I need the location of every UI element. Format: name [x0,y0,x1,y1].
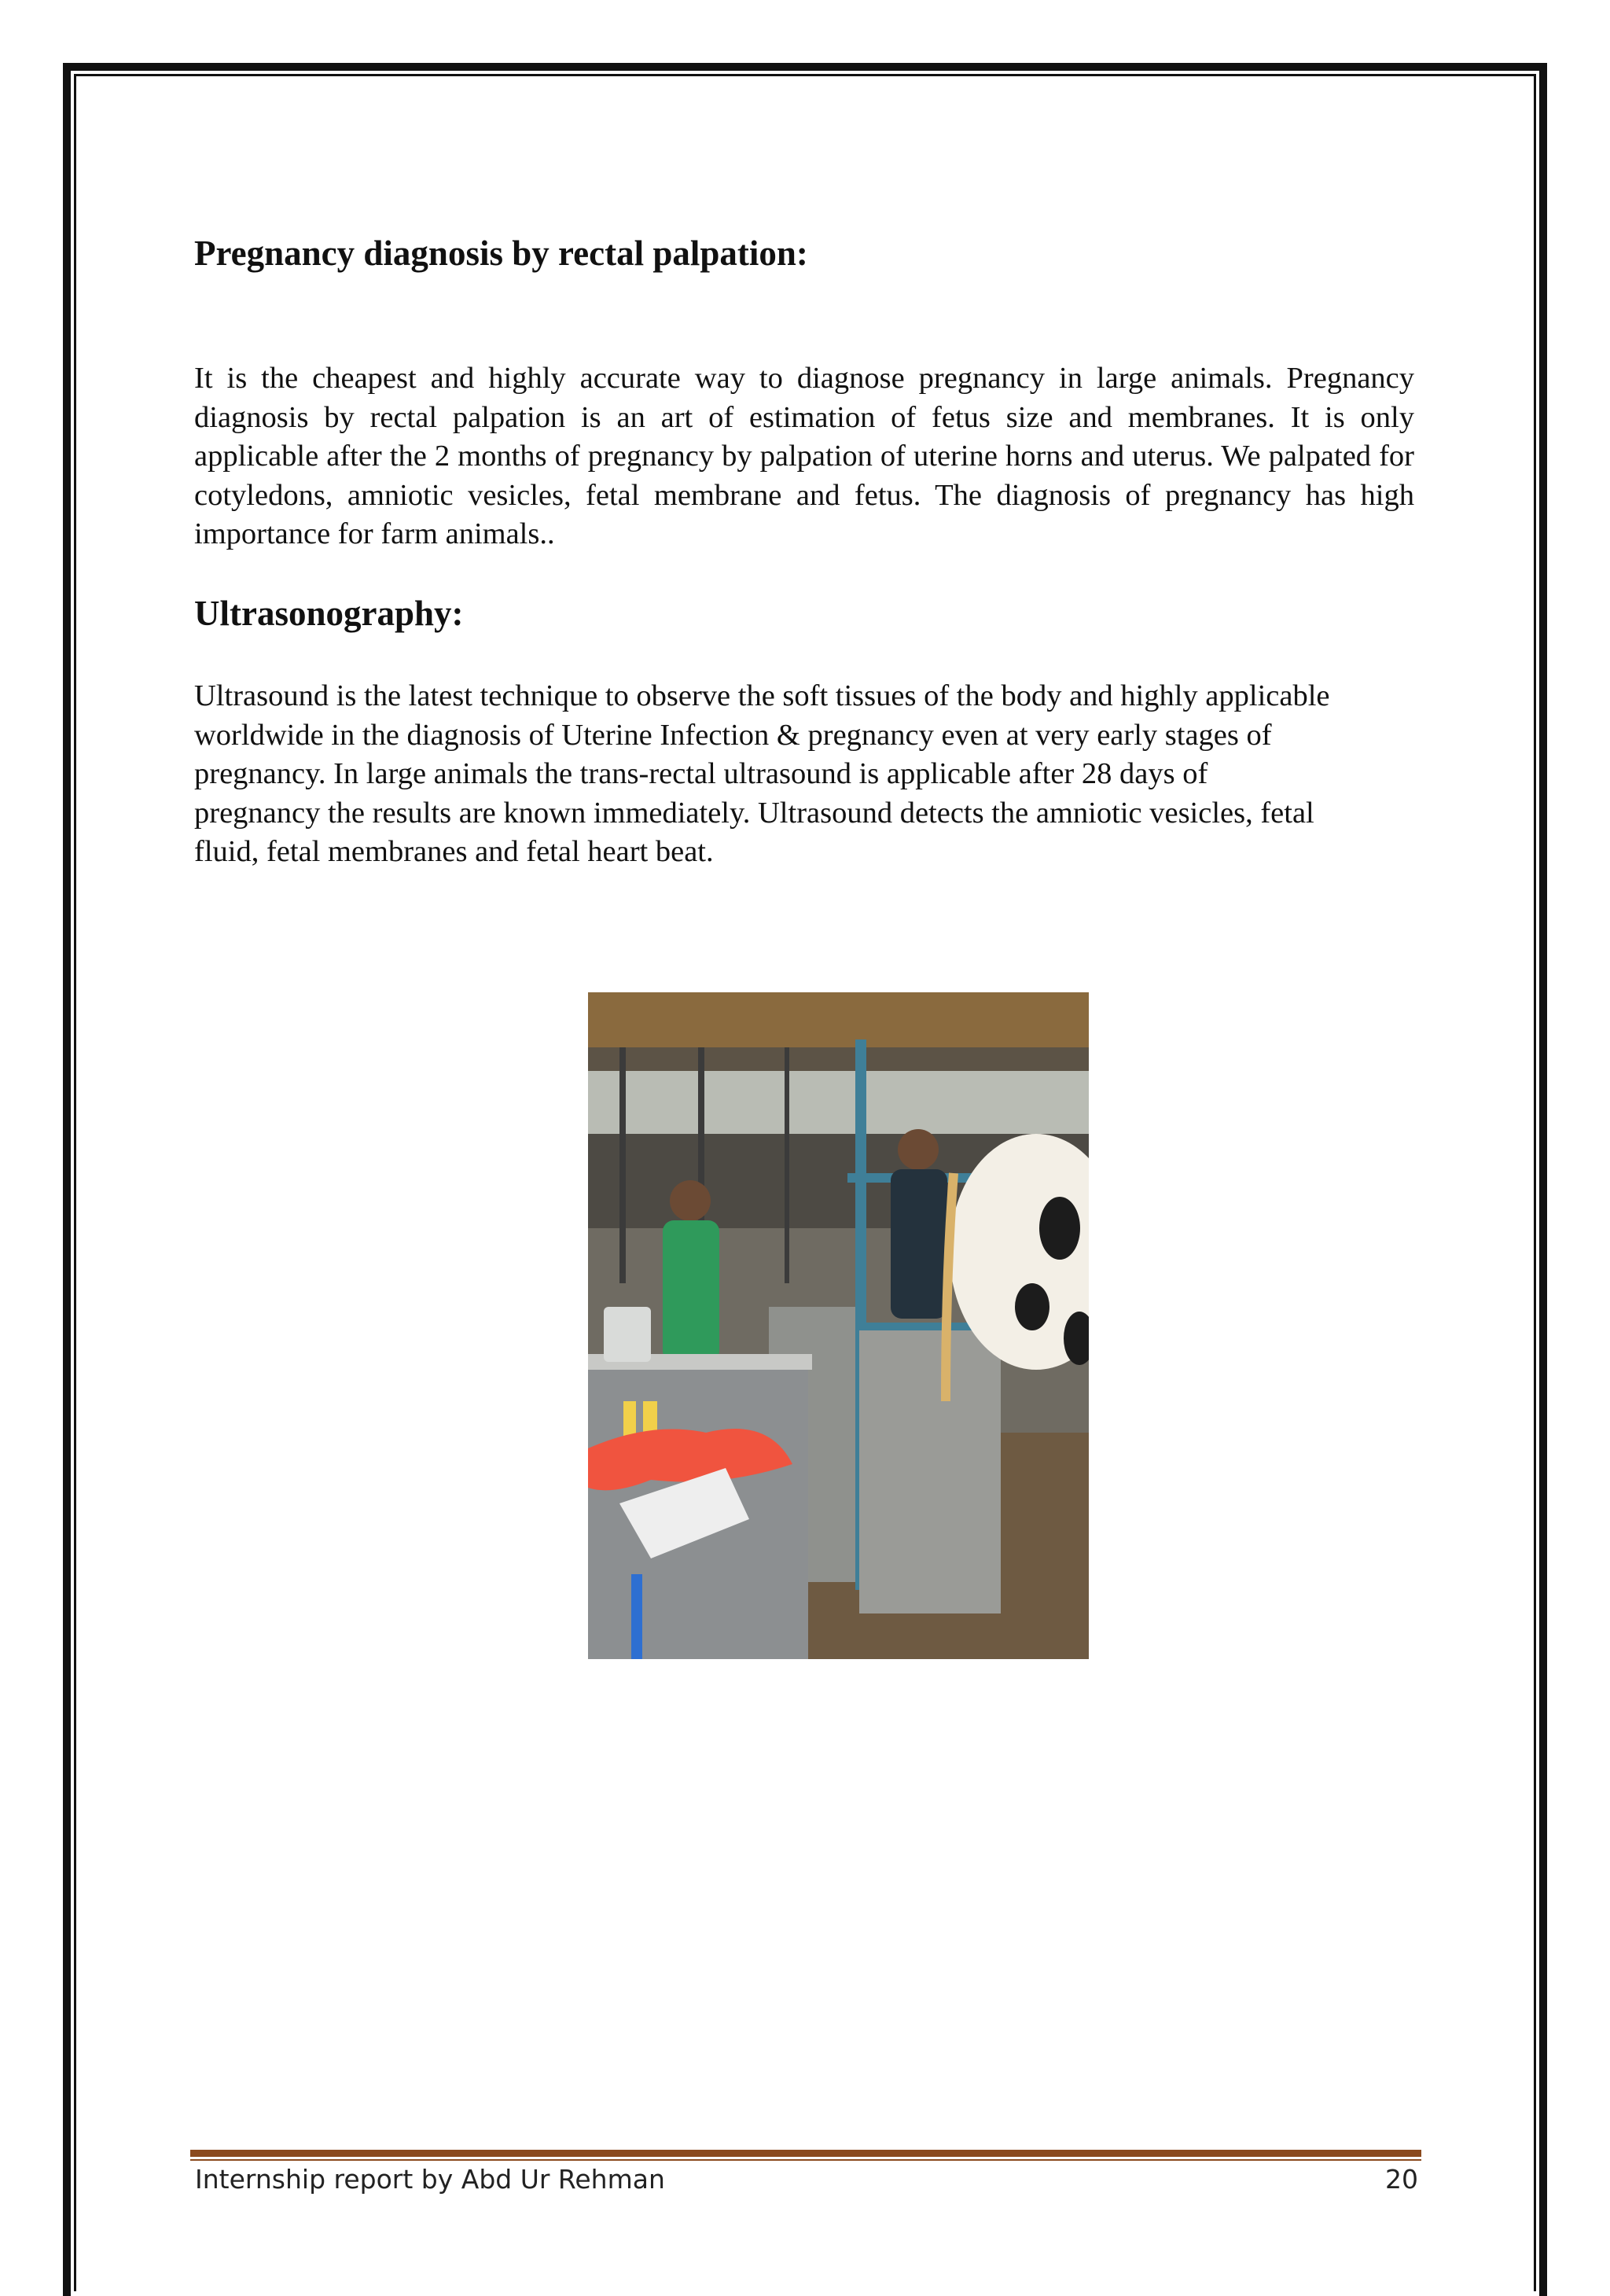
paragraph-line: Ultrasound is the latest technique to observe the soft tissues of the body and highly applicable [194,679,1330,712]
footer-author: Internship report by Abd Ur Rehman [195,2164,665,2195]
photo-ultrasound-examination [588,992,1089,1659]
paragraph-line: worldwide in the diagnosis of Uterine Infection & pregnancy even at very early stages of [194,718,1272,752]
paragraph-line: pregnancy. In large animals the trans-rectal ultrasound is applicable after 28 days of [194,757,1208,790]
section-heading-ultrasonography: Ultrasonography: [194,594,464,633]
footer-rule [190,2150,1421,2157]
paragraph-ultrasonography [194,677,1414,872]
section-heading-rectal-palpation: Pregnancy diagnosis by rectal palpation: [194,234,808,273]
paragraph-rectal-palpation: It is the cheapest and highly accurate way to diagnose pregnancy in large animals. Pregnancy diagnosis by rectal palpation is an art of estimation of fetus size and membranes. It is only applicable after the 2 months of pregnancy by palpation of uterine horns and uterus. We palpated for cotyledons, amniotic vesicles, fetal membrane and fetus. The diagnosis of pregnancy has high importance for farm animals.. [194,362,1414,550]
footer-page-number: 20 [1385,2164,1418,2195]
paragraph-line: fluid, fetal membranes and fetal heart beat. [194,835,714,868]
paragraph-line: pregnancy the results are known immediately. Ultrasound detects the amniotic vesicles, fetal [194,796,1314,830]
footer-rule-thin [190,2159,1421,2161]
